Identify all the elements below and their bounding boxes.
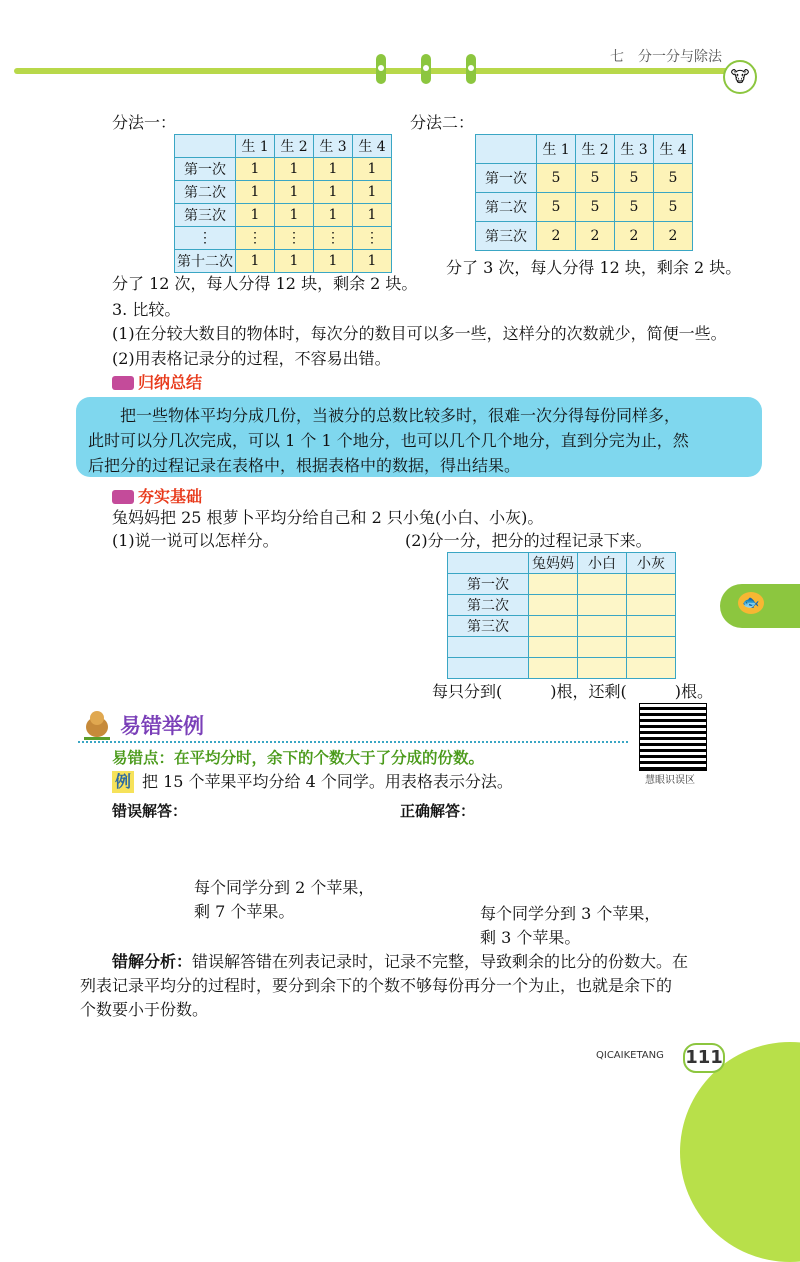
analysis-line-1 [112,951,688,973]
table-row [175,227,392,250]
summary-box [76,397,762,477]
basics-answer: 每只分到( )根，还剩( )根。 [432,682,713,701]
cow-icon: 🐮 [723,60,757,94]
method1-label: 分法一： [112,113,177,132]
page-number: 111 [683,1043,725,1073]
analysis-line-3: 个数要小于份数。 [80,1000,209,1019]
analysis-text: 错误解答错在列表记录时，记录不完整，导致剩余的比分的份数大。在 [192,952,689,971]
table-cell: 1 [236,158,275,181]
table-cell [578,616,627,637]
compare-point-2: (2)用表格记录分的过程，不容易出错。 [112,349,391,368]
table-cell [627,574,676,595]
wrong-label: 错误解答： [112,802,188,820]
method2-result: 分了 3 次，每人分得 12 块，剩余 2 块。 [446,258,742,277]
basics-tag-label: 夯实基础 [138,487,203,506]
method2-label: 分法二： [410,113,475,132]
table-cell: 1 [314,204,353,227]
method1-result: 分了 12 次，每人分得 12 块，剩余 2 块。 [112,274,418,293]
table-cell [627,616,676,637]
table-row [175,158,392,181]
table-row [476,222,693,251]
tag-icon [112,490,134,504]
table-cell [529,637,578,658]
table-row [448,616,676,637]
table-cell: 1 [314,181,353,204]
binder-peg [466,54,476,84]
table-row [175,181,392,204]
summary-line: 把一些物体平均分成几份，当被分的总数比较多时，很难一次分得每份同样多， [88,406,681,425]
table-cell: 5 [654,164,693,193]
table-cell: 5 [615,164,654,193]
summary-line: 此时可以分几次完成，可以 1 个 1 个地分，也可以几个几个地分，直到分完为止，然 [88,431,689,450]
right-label: 正确解答： [400,802,476,820]
table-cell: 1 [236,250,275,273]
table-cell: 5 [537,193,576,222]
wrong-text-1: 每个同学分到 2 个苹果， [194,878,375,897]
row-header: ⋮ [175,227,236,250]
table-cell: 1 [353,158,392,181]
column-header: 生 4 [353,135,392,158]
table-cell: 1 [314,250,353,273]
row-header: 第三次 [476,222,537,251]
table-cell: 1 [353,204,392,227]
table-cell: ⋮ [275,227,314,250]
table-cell: 1 [275,250,314,273]
table-row [175,250,392,273]
mascot-figure-icon [80,707,114,741]
row-header: 第一次 [175,158,236,181]
table-cell: 1 [275,181,314,204]
table-cell: 5 [576,164,615,193]
compare-title: 3. 比较。 [112,300,181,319]
column-header: 生 3 [314,135,353,158]
row-header [448,637,529,658]
table-cell: ⋮ [314,227,353,250]
divider [78,741,628,743]
record-table [447,552,676,679]
table-cell: ⋮ [353,227,392,250]
table-cell: 1 [275,158,314,181]
table-cell [578,658,627,679]
table-cell: 2 [537,222,576,251]
table-cell: 1 [353,250,392,273]
column-header [175,135,236,158]
basics-q2: (2)分一分，把分的过程记录下来。 [405,531,652,550]
table-cell: 5 [537,164,576,193]
table-row [476,164,693,193]
table-row [448,595,676,616]
basics-question: 兔妈妈把 25 根萝卜平均分给自己和 2 只小兔(小白、小灰)。 [112,508,544,527]
row-header: 第二次 [476,193,537,222]
table-cell [529,595,578,616]
example-text: 把 15 个苹果平均分给 4 个同学。用表格表示分法。 [142,772,513,791]
qr-code[interactable] [639,703,707,771]
table-cell: 2 [576,222,615,251]
row-header [448,658,529,679]
analysis-label: 错解分析： [112,952,193,971]
table-cell [578,574,627,595]
table-cell: ⋮ [236,227,275,250]
table-cell: 2 [615,222,654,251]
table-cell [578,595,627,616]
right-text-1: 每个同学分到 3 个苹果， [480,904,661,923]
column-header: 生 4 [654,135,693,164]
column-header: 兔妈妈 [529,553,578,574]
column-header: 生 3 [615,135,654,164]
table-cell: 2 [654,222,693,251]
table-cell: 1 [236,204,275,227]
table-row [448,637,676,658]
table-row [448,658,676,679]
table-cell: 5 [654,193,693,222]
column-header [476,135,537,164]
table-cell: 5 [576,193,615,222]
row-header: 第三次 [448,616,529,637]
example-badge: 例 [112,771,134,793]
column-header: 生 2 [576,135,615,164]
summary-line: 后把分的过程记录在表格中，根据表格中的数据，得出结果。 [88,456,521,475]
column-header [448,553,529,574]
table-cell: 1 [236,181,275,204]
table-cell [578,637,627,658]
binder-peg [421,54,431,84]
compare-point-1: (1)在分较大数目的物体时，每次分的数目可以多一些，这样分的次数就少，简便一些。 [112,324,727,343]
table-row [476,193,693,222]
example-line [112,771,513,793]
errors-title: 易错举例 [120,714,204,738]
column-header: 小白 [578,553,627,574]
summary-tag-label: 归纳总结 [138,373,203,392]
qr-label: 慧眼识误区 [645,775,695,786]
corner-decoration [680,1042,800,1262]
table-cell: 1 [275,204,314,227]
row-header: 第一次 [476,164,537,193]
tag-icon [112,376,134,390]
basics-tag [112,484,202,507]
column-header: 生 1 [236,135,275,158]
method2-table [475,134,693,251]
wrong-text-2: 剩 7 个苹果。 [194,902,295,921]
table-cell: 5 [615,193,654,222]
analysis-line-2: 列表记录平均分的过程时，要分到余下的个数不够每份再分一个为止，也就是余下的 [80,976,673,995]
binder-peg [376,54,386,84]
column-header: 生 2 [275,135,314,158]
method1-table [174,134,392,273]
error-point: 易错点：在平均分时，余下的个数大于了分成的份数。 [112,748,485,767]
table-cell: 1 [314,158,353,181]
basics-q1: (1)说一说可以怎样分。 [112,531,279,550]
right-text-2: 剩 3 个苹果。 [480,928,581,947]
table-cell: 1 [353,181,392,204]
table-cell [627,637,676,658]
fish-icon: 🐟 [738,592,764,614]
row-header: 第一次 [448,574,529,595]
row-header: 第十二次 [175,250,236,273]
summary-tag [112,370,202,393]
table-cell [529,658,578,679]
table-cell [529,616,578,637]
row-header: 第二次 [175,181,236,204]
table-row [448,574,676,595]
table-row [175,204,392,227]
brand-name: QICAIKETANG [596,1050,664,1061]
column-header: 小灰 [627,553,676,574]
table-cell [627,595,676,616]
column-header: 生 1 [537,135,576,164]
table-cell [627,658,676,679]
table-cell [529,574,578,595]
chapter-title: 七 分一分与除法 [610,49,722,65]
row-header: 第三次 [175,204,236,227]
row-header: 第二次 [448,595,529,616]
